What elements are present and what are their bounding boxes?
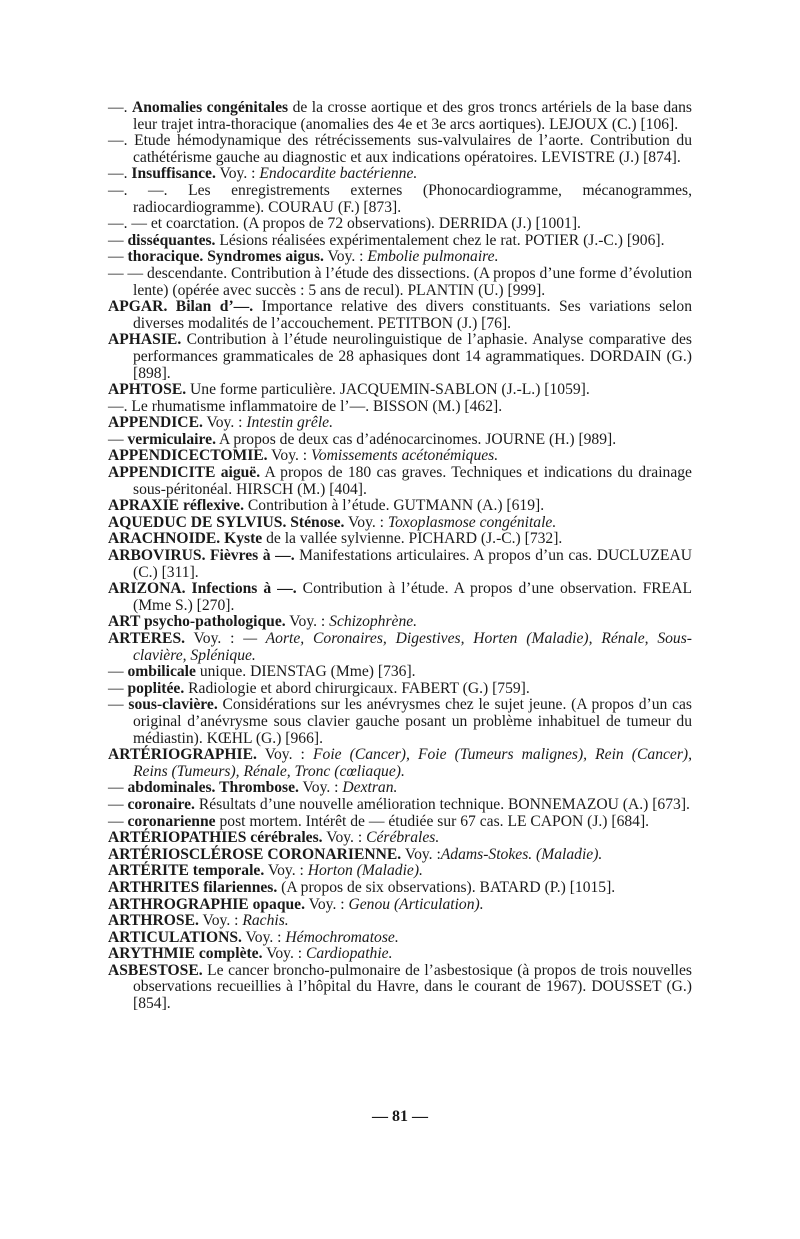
- index-entry: [108, 880, 692, 897]
- index-entry: [108, 382, 692, 399]
- entry-text: Voy. :: [256, 746, 313, 764]
- entry-heading: ARIZONA. Infections à —.: [108, 580, 297, 598]
- entry-cross-reference: Dextran.: [342, 779, 398, 797]
- entry-text: —.: [108, 99, 132, 116]
- entry-heading: ART psycho-pathologique.: [108, 613, 286, 631]
- index-entry: [108, 233, 692, 250]
- index-entry: [108, 399, 692, 416]
- entry-text: —. Etude hémodynamique des rétrécissements sus-valvulaires de l’aorte. Contribution du cathétérisme gauche au diagnostic et aux indications opératoires. LEVISTRE (J.) [874].: [108, 132, 692, 166]
- entry-heading: Insuffisance.: [131, 165, 216, 183]
- entry-heading: APPENDICECTOMIE.: [108, 447, 268, 465]
- index-entry: [108, 531, 692, 548]
- entry-text: de la crosse aortique et des gros troncs artériels de la base dans leur trajet intra-thoracique (anomalies des 4e et 3e arcs aortiques). LEJOUX (C.) [106].: [133, 99, 692, 133]
- entry-text: A propos de 180 cas graves. Techniques et indications du drainage sous-péritonéal. HIRSCH (M.) [404].: [133, 464, 692, 498]
- index-entry: [108, 183, 692, 216]
- entry-text: Manifestations articulaires. A propos d’un cas. DUCLUZEAU (C.) [311].: [133, 547, 692, 581]
- entry-cross-reference: Embolie pulmonaire.: [367, 248, 499, 266]
- index-entry: [108, 332, 692, 382]
- entry-cross-reference: Genou (Articulation).: [348, 895, 484, 913]
- index-entry: [108, 266, 692, 299]
- entry-cross-reference: Foie (Cancer), Foie (Tumeurs malignes), Rein (Cancer), Reins (Tumeurs), Rénale, Tronc (cœliaque).: [133, 746, 692, 780]
- entry-text: Voy. :: [298, 779, 343, 797]
- entry-heading: ARTÉRIOGRAPHIE.: [108, 746, 257, 764]
- entry-cross-reference: Adams-Stokes. (Maladie).: [440, 845, 603, 863]
- entry-text: Voy. :: [267, 447, 312, 465]
- entry-heading: ombilicale: [127, 663, 196, 681]
- entry-text: Voy. :: [215, 165, 260, 183]
- entry-text: —. —. Les enregistrements externes (Phonocardiogramme, mécanogrammes, radiocardiogramme). COURAU (F.) [873].: [108, 181, 692, 216]
- index-entry: [108, 216, 692, 233]
- entry-text: —. — et coarctation. (A propos de 72 observations). DERRIDA (J.) [1001].: [108, 215, 581, 233]
- entry-cross-reference: Horton (Maladie).: [307, 862, 423, 880]
- entry-heading: Anomalies congénitales: [131, 99, 289, 116]
- entry-heading: disséquantes.: [127, 231, 216, 249]
- entry-text: Voy. :: [185, 630, 244, 647]
- index-entry: [108, 581, 692, 614]
- entry-heading: coronarienne: [127, 812, 216, 830]
- index-entry: [108, 664, 692, 681]
- index-entry: [108, 863, 692, 880]
- entry-text: —: [108, 430, 128, 448]
- index-entry: [108, 299, 692, 332]
- entry-text: Voy. :: [241, 928, 286, 946]
- entry-heading: APRAXIE réflexive.: [108, 497, 244, 515]
- index-entry: [108, 897, 692, 914]
- entry-cross-reference: Cérébrales.: [366, 829, 440, 847]
- entry-cross-reference: Cardiopathie.: [305, 945, 393, 963]
- index-entry: [108, 448, 692, 465]
- entry-text: Le cancer broncho-pulmonaire de l’asbestosique (à propos de trois nouvelles observations recueillies à l’hôpital du Havre, dans le courant de 1967). DOUSSET (G.) [854].: [133, 961, 692, 1013]
- index-page: [108, 100, 692, 1013]
- index-entry: [108, 614, 692, 631]
- entry-text: —: [108, 231, 128, 249]
- entry-cross-reference: Vomissements acétonémiques.: [311, 447, 499, 465]
- index-entry: [108, 166, 692, 183]
- index-entry: [108, 930, 692, 947]
- entry-text: Lésions réalisées expérimentalement chez le rat. POTIER (J.-C.) [906].: [215, 231, 665, 249]
- entry-heading: APPENDICITE aiguë.: [108, 464, 261, 482]
- index-entry: [108, 465, 692, 498]
- entry-text: —: [108, 779, 128, 797]
- entry-text: —: [108, 696, 129, 714]
- entry-heading: ARTICULATIONS.: [108, 928, 242, 946]
- entry-text: Contribution à l’étude. GUTMANN (A.) [619].: [243, 497, 545, 515]
- entry-text: —: [108, 812, 128, 830]
- index-entry: [108, 697, 692, 747]
- entry-text: de la vallée sylvienne. PICHARD (J.-C.) [732].: [262, 530, 563, 548]
- entry-text: —: [108, 663, 128, 681]
- index-entry: [108, 515, 692, 532]
- entry-heading: ARTÉRIOSCLÉROSE CORONARIENNE.: [108, 845, 402, 863]
- entry-text: Voy. :: [401, 845, 441, 863]
- index-entry: [108, 133, 692, 166]
- entry-text: Importance relative des divers constituants. Ses variations selon diverses modalités de l’accouchement. PETITBON (J.) [76].: [133, 298, 692, 332]
- entry-heading: ARTHRITES filariennes.: [108, 878, 278, 896]
- index-entry: [108, 797, 692, 814]
- entry-heading: ARTÉRIOPATHIES cérébrales.: [108, 829, 323, 847]
- index-entry: [108, 100, 692, 133]
- entry-heading: ASBESTOSE.: [108, 961, 203, 979]
- entry-heading: APHASIE.: [108, 331, 182, 349]
- entry-text: Voy. :: [322, 829, 367, 847]
- entry-cross-reference: Schizophrène.: [329, 613, 418, 631]
- index-entry: [108, 963, 692, 1013]
- entry-heading: APGAR. Bilan d’—.: [108, 298, 254, 316]
- entry-text: —.: [108, 165, 132, 183]
- entry-heading: AQUEDUC DE SYLVIUS. Sténose.: [108, 513, 345, 531]
- index-entry: [108, 780, 692, 797]
- entry-cross-reference: Rachis.: [242, 912, 289, 930]
- entry-text: —: [108, 795, 128, 813]
- entry-heading: sous-clavière.: [128, 696, 218, 714]
- entry-heading: poplitée.: [127, 679, 185, 697]
- entry-text: Voy. :: [305, 895, 349, 913]
- entry-heading: ARTHROSE.: [108, 912, 199, 930]
- entry-heading: thoracique. Syndromes aigus.: [127, 248, 324, 266]
- index-entry: [108, 432, 692, 449]
- entry-heading: abdominales. Thrombose.: [127, 779, 299, 797]
- entry-text: post mortem. Intérêt de — étudiée sur 67 cas. LE CAPON (J.) [684].: [215, 812, 650, 830]
- entry-text: Voy. :: [262, 945, 306, 963]
- entry-text: Voy. :: [323, 248, 368, 266]
- entry-heading: ARACHNOIDE. Kyste: [108, 530, 263, 548]
- index-entry: [108, 847, 692, 864]
- entry-heading: APHTOSE.: [108, 381, 187, 399]
- entry-text: Contribution à l’étude neurolinguistique de l’aphasie. Analyse comparative des performances grammaticales de 28 aphasiques dont 14 agrammatiques. DORDAIN (G.) [898].: [133, 331, 692, 382]
- index-entry: [108, 747, 692, 780]
- entry-text: A propos de deux cas d’adénocarcinomes. JOURNE (H.) [989].: [215, 430, 617, 448]
- entry-text: Voy. :: [285, 613, 330, 631]
- index-entry: [108, 415, 692, 432]
- entry-heading: ARBOVIRUS. Fièvres à —.: [108, 547, 295, 565]
- entry-text: Voy. :: [202, 414, 247, 432]
- entry-heading: APPENDICE.: [108, 414, 203, 432]
- entry-cross-reference: — Aorte, Coronaires, Digestives, Horten (Maladie), Rénale, Sous-clavière, Splénique.: [133, 630, 692, 664]
- entry-cross-reference: Toxoplasmose congénitale.: [387, 513, 557, 531]
- index-entry: [108, 631, 692, 664]
- entry-text: unique. DIENSTAG (Mme) [736].: [195, 663, 416, 681]
- entry-text: —: [108, 248, 128, 266]
- entry-cross-reference: Intestin grêle.: [246, 414, 333, 432]
- index-entry: [108, 681, 692, 698]
- entry-heading: ARTERES.: [108, 630, 186, 647]
- entry-heading: ARTÉRITE temporale.: [108, 862, 265, 880]
- index-entry: [108, 249, 692, 266]
- page-number: — 81 —: [372, 1108, 428, 1125]
- entry-text: (A propos de six observations). BATARD (P.) [1015].: [277, 878, 616, 896]
- entry-text: Voy. :: [264, 862, 308, 880]
- entry-text: Radiologie et abord chirurgicaux. FABERT (G.) [759].: [184, 679, 530, 697]
- entry-text: Une forme particulière. JACQUEMIN-SABLON (J.-L.) [1059].: [186, 381, 590, 399]
- entry-text: Contribution à l’étude. A propos d’une observation. FREAL (Mme S.) [270].: [133, 580, 692, 614]
- entry-text: Considérations sur les anévrysmes chez le sujet jeune. (A propos d’un cas original d’anévrysme sous clavier gauche posant un problème inhabituel de tumeur du médiastin). KŒHL (G.) [966].: [133, 696, 692, 747]
- entry-text: —: [108, 679, 128, 697]
- index-entry: [108, 498, 692, 515]
- index-entry: [108, 946, 692, 963]
- index-entry: [108, 913, 692, 930]
- index-entry: [108, 548, 692, 581]
- entry-text: —. Le rhumatisme inflammatoire de l’—. BISSON (M.) [462].: [108, 397, 503, 415]
- entry-heading: ARTHROGRAPHIE opaque.: [108, 895, 306, 913]
- index-entry: [108, 830, 692, 847]
- entry-text: Voy. :: [344, 513, 388, 531]
- entry-heading: ARYTHMIE complète.: [108, 945, 263, 963]
- entry-text: — — descendante. Contribution à l’étude des dissections. (A propos d’une forme d’évolution lente) (opérée avec succès : 5 ans de recul). PLANTIN (U.) [999].: [108, 264, 692, 299]
- entry-cross-reference: Endocardite bactérienne.: [259, 165, 418, 183]
- entry-heading: vermiculaire.: [127, 430, 216, 448]
- index-entry: [108, 814, 692, 831]
- entry-text: Résultats d’une nouvelle amélioration technique. BONNEMAZOU (A.) [673].: [194, 795, 690, 813]
- entry-cross-reference: Hémochromatose.: [285, 928, 399, 946]
- entry-text: Voy. :: [198, 912, 243, 930]
- entry-heading: coronaire.: [127, 795, 195, 813]
